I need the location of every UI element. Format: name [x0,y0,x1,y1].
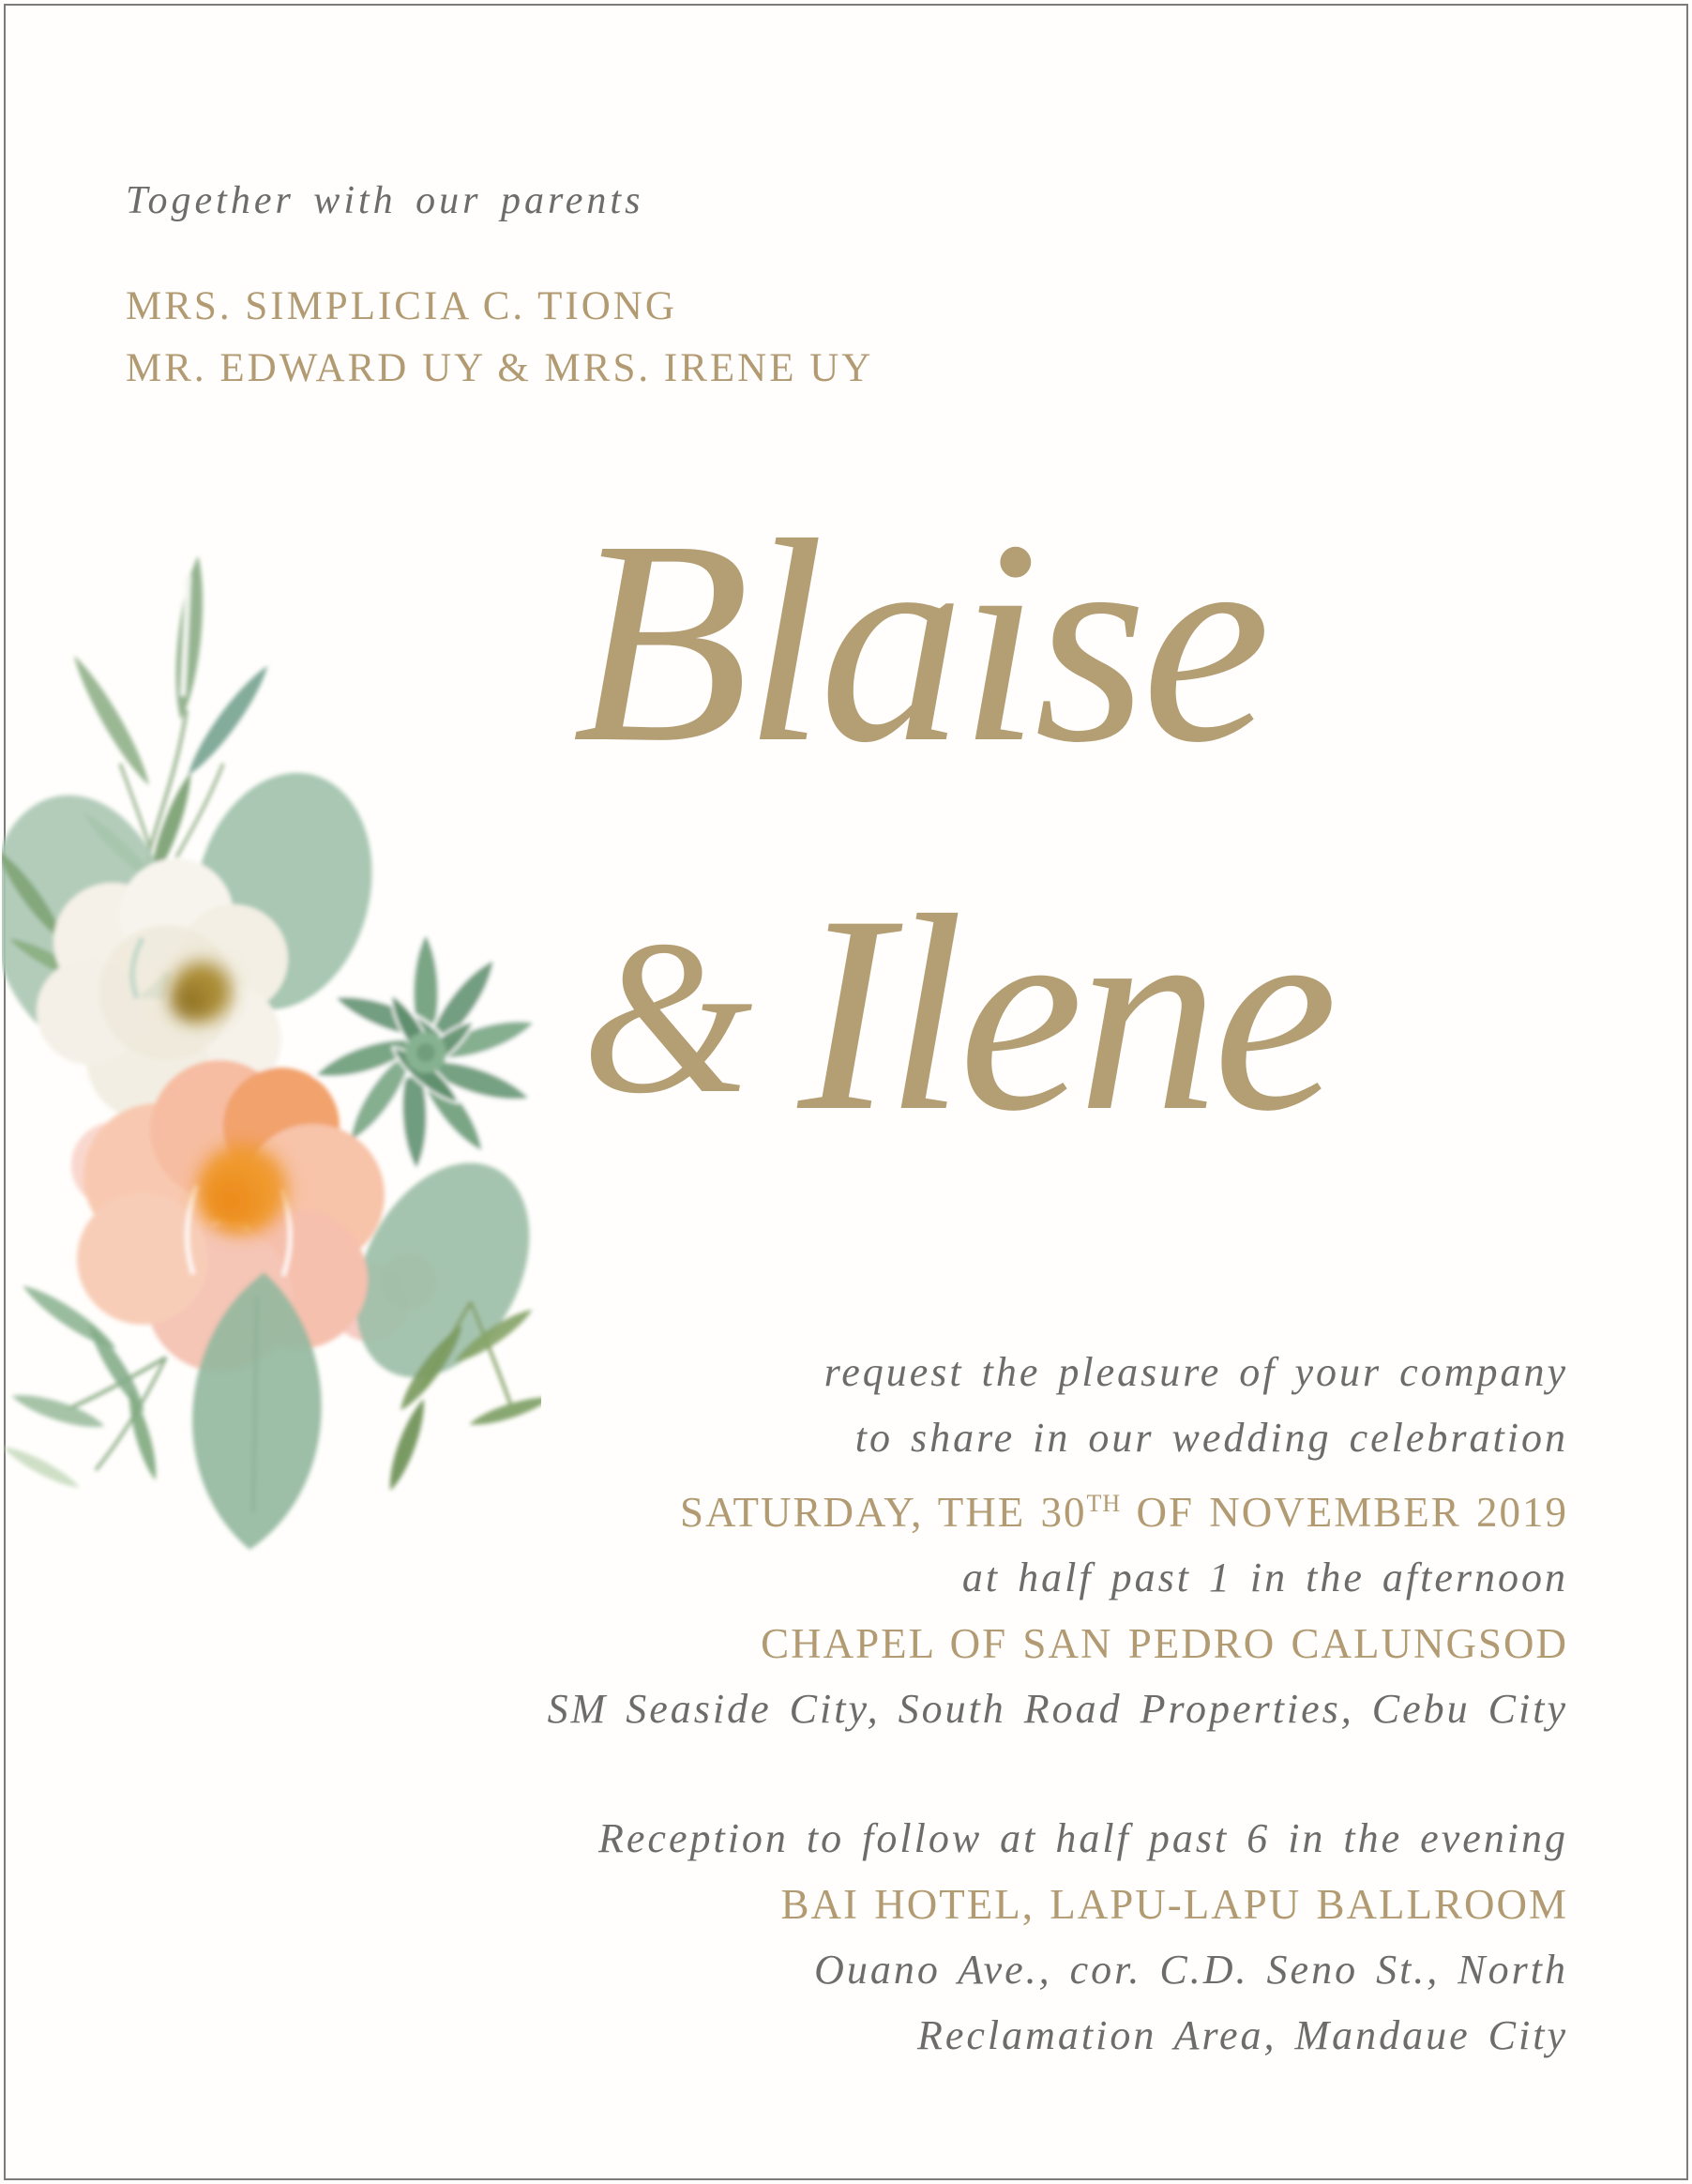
floral-bouquet-artwork [2,518,541,1559]
parent-name-line2: MR. EDWARD UY & MRS. IRENE UY [126,346,874,390]
invite-line-2: to share in our wedding celebration [854,1415,1568,1461]
reception-address-line2: Reclamation Area, Mandaue City [917,2012,1568,2058]
date-ordinal: TH [1086,1490,1122,1517]
date-prefix: SATURDAY, THE 30 [680,1489,1087,1536]
ceremony-venue: CHAPEL OF SAN PEDRO CALUNGSOD [761,1620,1568,1667]
ceremony-address: SM Seaside City, South Road Properties, Cebu City [547,1686,1568,1732]
reception-venue: BAI HOTEL, LAPU-LAPU BALLROOM [780,1881,1568,1928]
intro-line: Together with our parents [126,179,644,222]
details-gap [548,1742,1568,1806]
parents-block [126,276,873,400]
ceremony-time: at half past 1 in the afternoon [961,1555,1568,1600]
reception-address-line1: Ouano Ave., cor. C.D. Seno St., North [814,1947,1568,1993]
ceremony-date [548,1471,1568,1545]
invite-line-1: request the pleasure of your company [823,1349,1568,1395]
ampersand: & [582,895,753,1139]
reception-line: Reception to follow at half past 6 in the evening [598,1815,1568,1861]
event-details-block [548,1340,1568,2069]
bride-name-line [582,857,1333,1169]
bride-name: Ilene [797,857,1333,1169]
date-suffix: OF NOVEMBER 2019 [1121,1489,1568,1536]
groom-name: Blaise [572,481,1265,803]
parent-name-line1: MRS. SIMPLICIA C. TIONG [126,284,677,328]
